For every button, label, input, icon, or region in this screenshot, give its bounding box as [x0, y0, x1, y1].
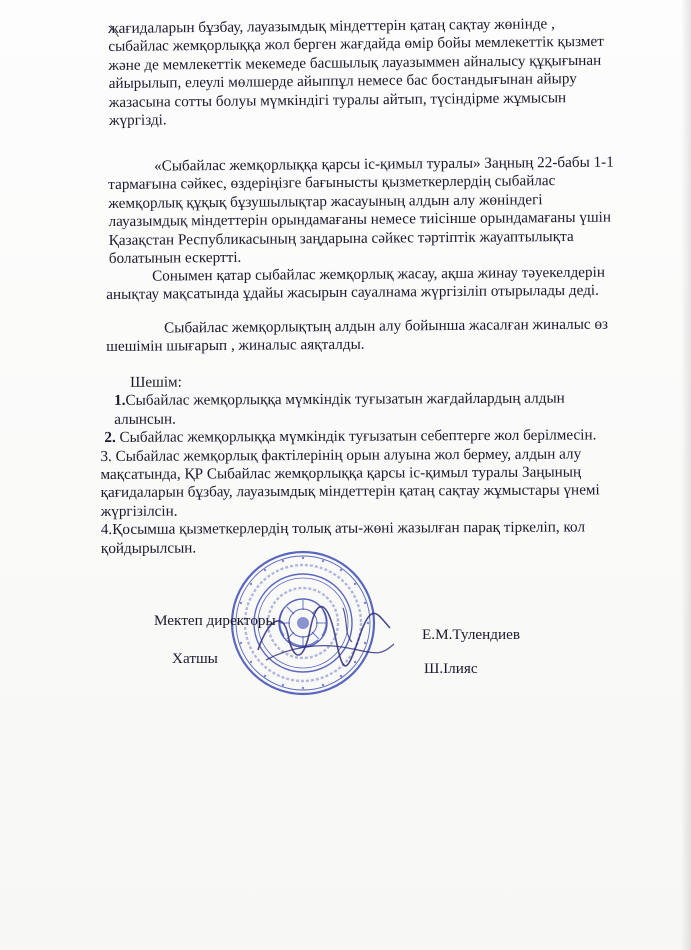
director-name: Е.М.Тулендиев — [422, 626, 521, 643]
text-line: болатынын ескертті. — [108, 248, 242, 268]
text-line: сыбайлас жемқорлыққа жол берген жағдайда өмір бойы мемлекеттік қызмет — [108, 33, 604, 56]
decision-item-4: 4.Қосымша қызметкерлердің толық аты-жөні жазылған парақ тіркеліп, кол — [100, 518, 586, 539]
text-line: жүргізілсін. — [100, 502, 178, 520]
secretary-title: Хатшы — [172, 650, 218, 667]
item-number: 1. — [114, 392, 126, 410]
handwritten-signature-icon — [248, 590, 398, 680]
text-line: жүргізді. — [108, 111, 167, 130]
decision-heading: Шешім: — [129, 373, 182, 391]
page-edge-shadow — [681, 0, 691, 950]
text-line: және де мемлекеттік мекемеде басшылық лауазыммен айналысу құқығынан — [108, 51, 602, 74]
text-line: айырылып, елеулі мөлшерде айыппұл немесе бас бостандығынан айыру — [108, 70, 577, 93]
text-line: жемқорлық құқық бұзушылықтар жасауының алдын алу жөніндегі — [108, 191, 543, 212]
decision-item-1 — [100, 390, 640, 411]
text-line: анықтау мақсатында ұдайы жасырын сауалнама жүргізіліп отырылады деді. — [106, 282, 599, 304]
paragraph-conclusion — [106, 315, 636, 356]
director-title: Мектеп директоры — [154, 612, 276, 629]
text-line: лауазымдық міндеттерін орындамағаны немесе тиісінше орындамағаны үшін — [108, 208, 612, 231]
paragraph-survey — [106, 263, 636, 304]
item-number: 2. — [104, 429, 116, 447]
decision-item-3: 3. Сыбайлас жемқорлық фактілерінің орын алуына жол бермеу, алдын алу — [100, 445, 582, 465]
text-line: Қазақстан Республикасының заңдарына сәйкес тәртіптік жауаптылықта — [108, 227, 574, 249]
paragraph-intro — [108, 14, 639, 130]
decision-item-2 — [100, 426, 640, 447]
text-line: жағидаларын бұзбау, лауазымдық міндеттерін қатаң сақтау жөнінде , — [108, 15, 555, 37]
text-line: алынсын. — [114, 410, 176, 428]
text-line: Сыбайлас жемқорлыққа мүмкіндік туғызатын себептерге жол берілмесін. — [115, 426, 597, 447]
text-line: Сыбайлас жемқорлықтың алдын алу бойынша жасалған жиналыс өз — [163, 315, 609, 337]
decision-section — [100, 371, 641, 558]
text-line: шешімін шығарып , жиналыс аяқталды. — [106, 336, 365, 356]
secretary-name: Ш.Ілияс — [424, 660, 478, 677]
paragraph-law-article — [108, 153, 639, 268]
text-line: Сонымен қатар сыбайлас жемқорлық жасау, ақша жинау тәуекелдерін — [151, 263, 606, 285]
text-line: қағидаларын бұзбау, лауазымдық міндеттерін қатаң сақтау жұмыстары үнемі — [100, 481, 600, 502]
text-line: «Сыбайлас жемқорлыққа қарсы іс-қимыл туралы» Заңның 22-бабы 1-1 — [153, 153, 614, 175]
text-line: тармағына сәйкес, өздеріңізге бағынысты қызметкерлердің сыбайлас — [108, 172, 556, 194]
text-line: мақсатында, ҚР Сыбайлас жемқорлыққа қарсы іс-қимыл туралы Заңының — [100, 463, 582, 484]
text-line: қойдырылсын. — [100, 539, 197, 557]
text-line: Сыбайлас жемқорлыққа мүмкіндік туғызатын жағдайлардың алдын — [125, 389, 565, 410]
text-line: жазасына сотты болуы мүмкіндігі туралы айтып, түсіндірме жұмысын — [108, 88, 567, 111]
